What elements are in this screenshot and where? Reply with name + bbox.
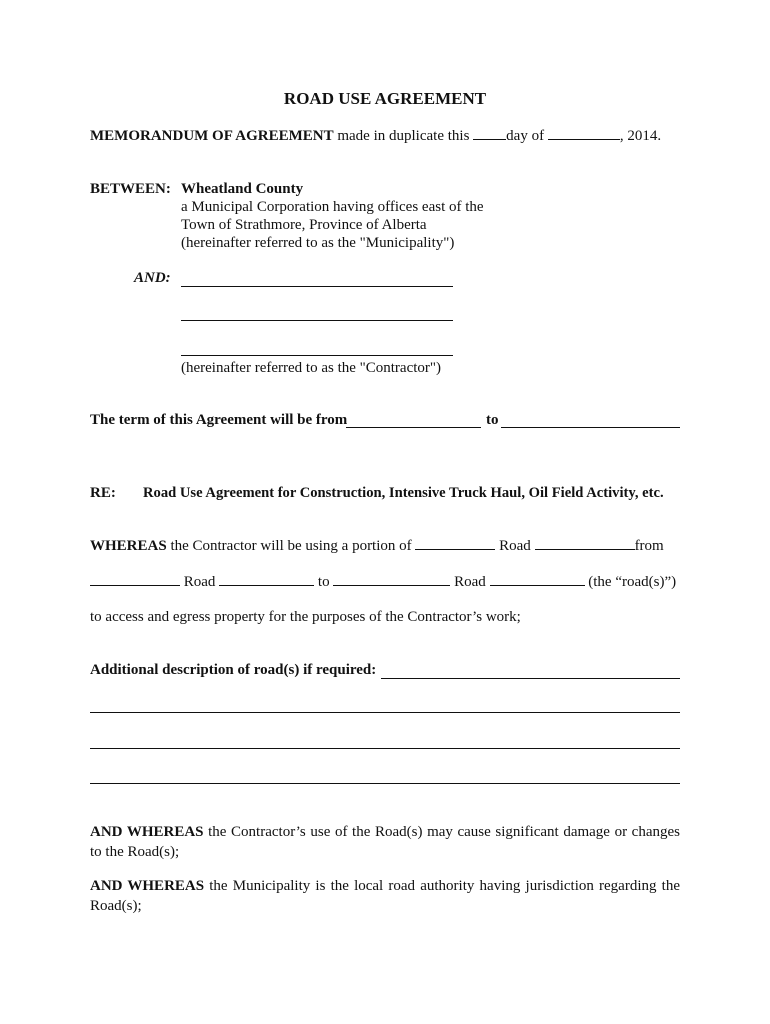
and-whereas-lead-1: AND WHEREAS xyxy=(90,824,204,840)
whereas-road-1: Road xyxy=(495,538,535,554)
additional-description-line-2[interactable] xyxy=(90,748,680,749)
contractor-address-line-2[interactable] xyxy=(181,355,453,356)
and-label: AND: xyxy=(134,270,171,286)
whereas-portion-text: the Contractor will be using a portion of xyxy=(166,538,416,554)
memorandum-made: made in duplicate this xyxy=(333,128,474,144)
road-name-blank-2[interactable] xyxy=(90,574,180,586)
and-whereas-lead-2: AND WHEREAS xyxy=(90,878,205,894)
whereas-from: from xyxy=(634,538,664,554)
and-whereas-text-1: the Contractor’s use of the Road(s) may cause significant damage or changes to the Road(s); xyxy=(90,824,680,860)
road-range-end-blank[interactable] xyxy=(333,574,450,586)
whereas-to: to xyxy=(314,574,334,590)
and-whereas-damage xyxy=(90,822,680,862)
road-name-blank-3[interactable] xyxy=(490,574,585,586)
road-range-start-blank[interactable] xyxy=(219,574,314,586)
day-blank[interactable] xyxy=(473,128,506,140)
additional-description-line-0[interactable] xyxy=(381,678,680,679)
term-start-blank[interactable] xyxy=(346,427,481,428)
term-end-blank[interactable] xyxy=(501,427,680,428)
month-blank[interactable] xyxy=(548,128,620,140)
road-name-blank-1[interactable] xyxy=(415,538,495,550)
between-label: BETWEEN: xyxy=(90,181,171,197)
whereas-line-3: to access and egress property for the purposes of the Contractor’s work; xyxy=(90,609,521,625)
contractor-reference: (hereinafter referred to as the "Contractor") xyxy=(181,360,442,376)
whereas-line-2 xyxy=(90,574,676,590)
term-lead: The term of this Agreement will be from xyxy=(90,412,348,428)
from-blank[interactable] xyxy=(535,538,635,550)
between-line-2: Town of Strathmore, Province of Alberta xyxy=(181,217,427,233)
between-line-3: (hereinafter referred to as the "Municipality") xyxy=(181,235,455,251)
memorandum-year: , 2014. xyxy=(619,128,662,144)
and-whereas-authority xyxy=(90,876,680,916)
memorandum-line xyxy=(90,128,661,144)
whereas-lead: WHEREAS xyxy=(90,538,167,554)
whereas-road-2: Road xyxy=(180,574,220,590)
re-text: Road Use Agreement for Construction, Intensive Truck Haul, Oil Field Activity, etc. xyxy=(143,485,664,501)
memorandum-lead: MEMORANDUM OF AGREEMENT xyxy=(90,128,334,144)
additional-description-line-1[interactable] xyxy=(90,712,680,713)
contractor-name-line[interactable] xyxy=(181,286,453,287)
between-line-1: a Municipal Corporation having offices east of the xyxy=(181,199,484,215)
additional-description-line-3[interactable] xyxy=(90,783,680,784)
whereas-road-3: Road xyxy=(450,574,490,590)
additional-description-label: Additional description of road(s) if required: xyxy=(90,662,377,678)
term-to: to xyxy=(486,412,499,428)
and-whereas-text-2: the Municipality is the local road authority having jurisdiction regarding the Road(s); xyxy=(90,878,680,914)
whereas-line-1 xyxy=(90,538,664,554)
re-label: RE: xyxy=(90,485,116,501)
municipality-name: Wheatland County xyxy=(181,181,304,197)
document-title: ROAD USE AGREEMENT xyxy=(283,89,487,108)
contractor-address-line-1[interactable] xyxy=(181,320,453,321)
memorandum-day-of: day of xyxy=(506,128,548,144)
whereas-roads-suffix: (the “road(s)”) xyxy=(584,574,677,590)
